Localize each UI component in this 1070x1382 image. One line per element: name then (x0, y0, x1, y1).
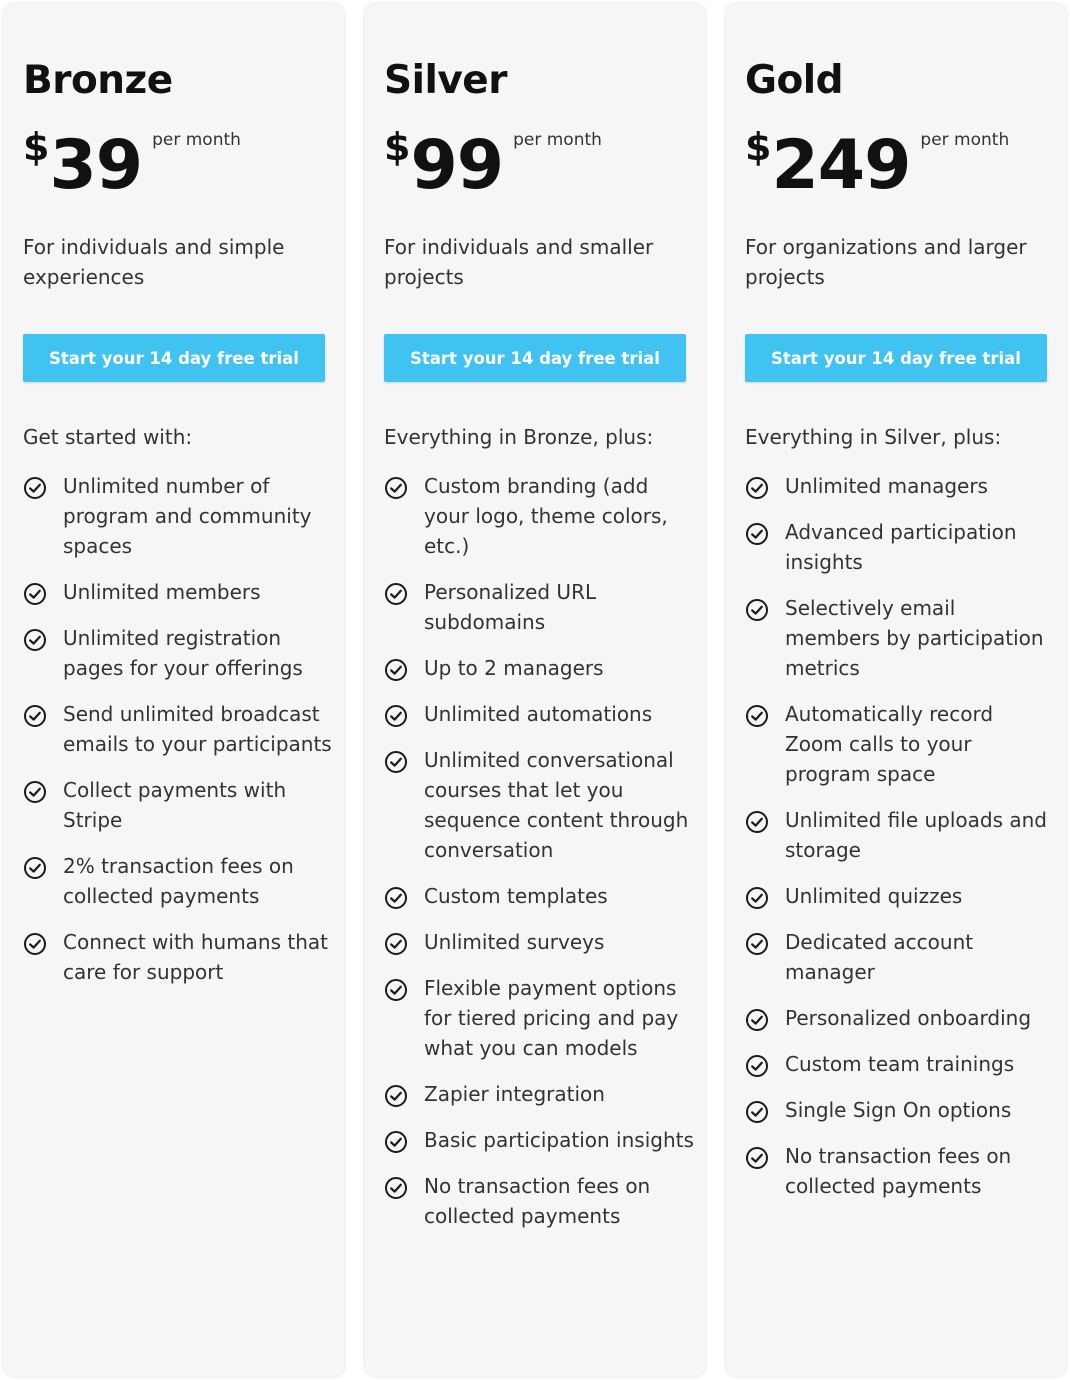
feature-text: 2% transaction fees on collected payments (63, 854, 294, 908)
feature-text: Connect with humans that care for support (63, 930, 328, 984)
check-circle-icon (23, 780, 47, 804)
currency-symbol: $ (384, 125, 411, 169)
check-circle-icon (745, 1146, 769, 1170)
check-circle-icon (745, 522, 769, 546)
plan-name: Gold (745, 58, 844, 103)
plan-card-gold (726, 4, 1066, 1376)
check-circle-icon (745, 810, 769, 834)
feature-text: No transaction fees on collected payments (424, 1174, 651, 1228)
feature-text: Advanced participation insights (785, 520, 1017, 574)
feature-list (745, 471, 1055, 1217)
start-trial-button[interactable]: Start your 14 day free trial (384, 334, 686, 382)
feature-item (23, 851, 333, 911)
plan-name: Bronze (23, 58, 173, 103)
check-circle-icon (745, 1100, 769, 1124)
feature-item (23, 471, 333, 561)
feature-text: Single Sign On options (785, 1098, 1012, 1122)
check-circle-icon (384, 932, 408, 956)
check-circle-icon (384, 1176, 408, 1200)
feature-text: Basic participation insights (424, 1128, 694, 1152)
price-amount: 249 (771, 126, 911, 205)
feature-text: Dedicated account manager (785, 930, 974, 984)
feature-item (23, 623, 333, 683)
feature-text: Unlimited members (63, 580, 261, 604)
plan-description: For individuals and smaller projects (384, 235, 654, 289)
plan-card-bronze (4, 4, 344, 1376)
check-circle-icon (384, 476, 408, 500)
feature-text: Unlimited number of program and community spaces (63, 474, 312, 558)
feature-item (745, 1141, 1055, 1201)
check-circle-icon (384, 704, 408, 728)
feature-text: Custom team trainings (785, 1052, 1015, 1076)
check-circle-icon (745, 598, 769, 622)
plan-card-silver (365, 4, 705, 1376)
check-circle-icon (23, 476, 47, 500)
feature-item (384, 881, 694, 911)
plan-price (745, 122, 1010, 205)
plan-description: For individuals and simple experiences (23, 235, 285, 289)
feature-text: Unlimited managers (785, 474, 988, 498)
plan-description: For organizations and larger projects (745, 235, 1027, 289)
check-circle-icon (23, 582, 47, 606)
feature-item (745, 927, 1055, 987)
check-circle-icon (745, 1054, 769, 1078)
check-circle-icon (23, 932, 47, 956)
feature-item (23, 927, 333, 987)
feature-text: Send unlimited broadcast emails to your participants (63, 702, 332, 756)
check-circle-icon (23, 628, 47, 652)
feature-item (745, 805, 1055, 865)
feature-item (384, 1079, 694, 1109)
feature-item (384, 699, 694, 729)
feature-item (384, 973, 694, 1063)
check-circle-icon (384, 886, 408, 910)
price-period: per month (513, 130, 602, 150)
feature-item (23, 699, 333, 759)
check-circle-icon (384, 658, 408, 682)
price-amount: 99 (410, 126, 504, 205)
price-period: per month (920, 130, 1010, 150)
feature-list (23, 471, 333, 1003)
check-circle-icon (384, 1084, 408, 1108)
feature-item (384, 577, 694, 637)
check-circle-icon (23, 704, 47, 728)
feature-text: Unlimited conversational courses that let you sequence content through conversation (424, 748, 689, 862)
price-amount: 39 (49, 126, 143, 205)
feature-item (384, 471, 694, 561)
feature-item (384, 927, 694, 957)
check-circle-icon (745, 886, 769, 910)
plan-name: Silver (384, 58, 507, 103)
feature-item (745, 699, 1055, 789)
plan-price (384, 122, 602, 205)
feature-item (745, 517, 1055, 577)
check-circle-icon (745, 1008, 769, 1032)
feature-item (745, 471, 1055, 501)
check-circle-icon (745, 476, 769, 500)
feature-text: Unlimited file uploads and storage (785, 808, 1048, 862)
feature-item (745, 881, 1055, 911)
feature-item (23, 577, 333, 607)
features-intro: Everything in Bronze, plus: (384, 425, 654, 449)
feature-text: Unlimited surveys (424, 930, 605, 954)
check-circle-icon (384, 582, 408, 606)
features-intro: Everything in Silver, plus: (745, 425, 1002, 449)
feature-item (745, 1095, 1055, 1125)
feature-item (384, 1125, 694, 1155)
feature-text: Up to 2 managers (424, 656, 604, 680)
feature-item (384, 653, 694, 683)
feature-text: Collect payments with Stripe (63, 778, 287, 832)
feature-text: Unlimited registration pages for your offerings (63, 626, 303, 680)
check-circle-icon (384, 1130, 408, 1154)
feature-item (745, 1049, 1055, 1079)
start-trial-button[interactable]: Start your 14 day free trial (745, 334, 1047, 382)
feature-item (745, 1003, 1055, 1033)
feature-text: Custom branding (add your logo, theme colors, etc.) (424, 474, 668, 558)
price-period: per month (152, 130, 241, 150)
currency-symbol: $ (745, 125, 772, 169)
feature-text: Flexible payment options for tiered pricing and pay what you can models (424, 976, 679, 1060)
feature-text: Selectively email members by participation metrics (785, 596, 1044, 680)
feature-item (23, 775, 333, 835)
check-circle-icon (745, 704, 769, 728)
check-circle-icon (384, 750, 408, 774)
feature-text: No transaction fees on collected payments (785, 1144, 1012, 1198)
start-trial-button[interactable]: Start your 14 day free trial (23, 334, 325, 382)
currency-symbol: $ (23, 125, 50, 169)
feature-item (384, 745, 694, 865)
features-intro: Get started with: (23, 425, 193, 449)
feature-text: Personalized onboarding (785, 1006, 1032, 1030)
check-circle-icon (23, 856, 47, 880)
feature-item (384, 1171, 694, 1231)
feature-text: Personalized URL subdomains (424, 580, 597, 634)
feature-list (384, 471, 694, 1247)
feature-text: Custom templates (424, 884, 608, 908)
feature-text: Unlimited quizzes (785, 884, 963, 908)
feature-text: Unlimited automations (424, 702, 653, 726)
feature-text: Automatically record Zoom calls to your program space (785, 702, 994, 786)
check-circle-icon (745, 932, 769, 956)
check-circle-icon (384, 978, 408, 1002)
feature-item (745, 593, 1055, 683)
plan-price (23, 122, 241, 205)
feature-text: Zapier integration (424, 1082, 605, 1106)
